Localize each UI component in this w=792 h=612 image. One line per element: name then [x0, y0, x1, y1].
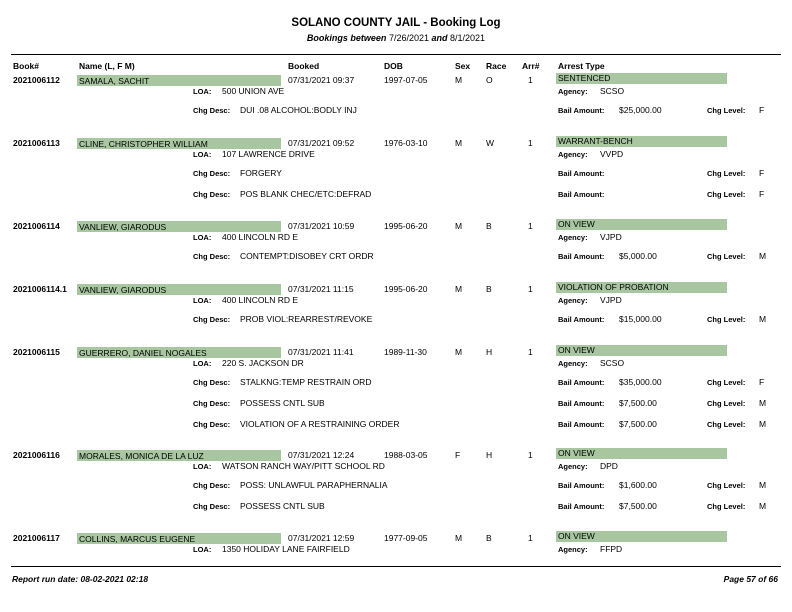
booking-record: [0, 73, 792, 115]
bail-amount-label: Bail Amount:: [558, 315, 605, 324]
inmate-name: SAMALA, SACHIT: [77, 75, 281, 86]
race-value: B: [486, 221, 492, 231]
chg-desc-label: Chg Desc:: [193, 378, 231, 387]
inmate-name: GUERRERO, DANIEL NOGALES: [77, 347, 281, 358]
date-of-birth: 1997-07-05: [384, 75, 428, 85]
arrest-type: WARRANT-BENCH: [556, 136, 727, 147]
chg-level-label: Chg Level:: [707, 502, 746, 511]
page-number: Page 57 of 66: [723, 574, 778, 584]
race-value: H: [486, 450, 493, 460]
loa-value: 500 UNION AVE: [222, 86, 285, 96]
chg-level-label: Chg Level:: [707, 106, 746, 115]
end-date: 8/1/2021: [450, 33, 486, 43]
race-value: B: [486, 284, 492, 294]
chg-desc-label: Chg Desc:: [193, 315, 231, 324]
chg-desc-label: Chg Desc:: [193, 169, 231, 178]
race-value: O: [486, 75, 493, 85]
book-number: 2021006114.1: [13, 284, 67, 294]
charge-description: POS BLANK CHEC/ETC:DEFRAD: [240, 189, 372, 199]
loa-label: LOA:: [193, 150, 212, 159]
bail-amount: $7,500.00: [619, 419, 657, 429]
booking-record: [0, 345, 792, 429]
chg-level-label: Chg Level:: [707, 315, 746, 324]
sex-value: M: [455, 347, 463, 357]
loa-label: LOA:: [193, 359, 212, 368]
bail-amount-label: Bail Amount:: [558, 190, 605, 199]
charge-description: POSSESS CNTL SUB: [240, 398, 325, 408]
loa-value: 220 S. JACKSON DR: [222, 358, 304, 368]
chg-desc-label: Chg Desc:: [193, 106, 231, 115]
charge-level: M: [759, 398, 767, 408]
bail-amount-label: Bail Amount:: [558, 252, 605, 261]
arrest-type: ON VIEW: [556, 448, 727, 459]
arrest-type: VIOLATION OF PROBATION: [556, 282, 727, 293]
col-race: Race: [486, 61, 507, 71]
charge-level: M: [759, 501, 767, 511]
booking-record: [0, 448, 792, 511]
charge-level: F: [759, 189, 765, 199]
inmate-name: COLLINS, MARCUS EUGENE: [77, 533, 281, 544]
and-label: and: [431, 33, 448, 43]
charge-description: DUI .08 ALCOHOL:BODLY INJ: [240, 105, 357, 115]
loa-label: LOA:: [193, 233, 212, 242]
bail-amount-label: Bail Amount:: [558, 378, 605, 387]
booked-datetime: 07/31/2021 10:59: [288, 221, 355, 231]
chg-desc-label: Chg Desc:: [193, 252, 231, 261]
sex-value: M: [455, 75, 463, 85]
col-book: Book#: [13, 61, 39, 71]
booked-datetime: 07/31/2021 12:59: [288, 533, 355, 543]
bail-amount: $1,600.00: [619, 480, 657, 490]
loa-value: 1350 HOLIDAY LANE FAIRFIELD: [222, 544, 350, 554]
col-dob: DOB: [384, 61, 403, 71]
book-number: 2021006115: [13, 347, 60, 357]
arrest-count: 1: [528, 138, 533, 148]
charge-description: PROB VIOL:REARREST/REVOKE: [240, 314, 373, 324]
agency-value: VJPD: [600, 232, 622, 242]
agency-value: DPD: [600, 461, 618, 471]
inmate-name: CLINE, CHRISTOPHER WILLIAM: [77, 138, 281, 149]
charge-level: M: [759, 251, 767, 261]
charge-level: F: [759, 105, 765, 115]
inmate-name: VANLIEW, GIARODUS: [77, 284, 281, 295]
booking-record: [0, 219, 792, 261]
bail-amount: $7,500.00: [619, 501, 657, 511]
bail-amount: $7,500.00: [619, 398, 657, 408]
chg-desc-label: Chg Desc:: [193, 190, 231, 199]
footer-rule: [11, 566, 781, 567]
charge-description: FORGERY: [240, 168, 282, 178]
bail-amount: $5,000.00: [619, 251, 657, 261]
book-number: 2021006117: [13, 533, 60, 543]
loa-value: 400 LINCOLN RD E: [222, 232, 299, 242]
agency-label: Agency:: [558, 233, 588, 242]
date-of-birth: 1995-06-20: [384, 221, 428, 231]
report-title: SOLANO COUNTY JAIL - Booking Log: [291, 17, 501, 29]
agency-value: SCSO: [600, 86, 625, 96]
sex-value: M: [455, 221, 463, 231]
col-arrest-type: Arrest Type: [558, 61, 605, 71]
book-number: 2021006112: [13, 75, 60, 85]
agency-label: Agency:: [558, 296, 588, 305]
loa-value: 400 LINCOLN RD E: [222, 295, 299, 305]
book-number: 2021006114: [13, 221, 60, 231]
booking-record: [0, 531, 792, 554]
booked-datetime: 07/31/2021 12:24: [288, 450, 355, 460]
charge-level: M: [759, 480, 767, 490]
book-number: 2021006116: [13, 450, 60, 460]
arrest-count: 1: [528, 533, 533, 543]
agency-value: SCSO: [600, 358, 625, 368]
chg-desc-label: Chg Desc:: [193, 399, 231, 408]
charge-level: M: [759, 419, 767, 429]
report-subtitle: [0, 33, 792, 43]
arrest-type: ON VIEW: [556, 531, 727, 542]
race-value: B: [486, 533, 492, 543]
booking-record: [0, 282, 792, 324]
start-date: 7/26/2021: [388, 33, 429, 43]
agency-label: Agency:: [558, 87, 588, 96]
chg-level-label: Chg Level:: [707, 399, 746, 408]
booked-datetime: 07/31/2021 11:15: [288, 284, 354, 294]
sex-value: M: [455, 533, 463, 543]
chg-desc-label: Chg Desc:: [193, 502, 231, 511]
agency-label: Agency:: [558, 359, 588, 368]
sex-value: M: [455, 138, 463, 148]
arrest-count: 1: [528, 75, 533, 85]
arrest-count: 1: [528, 450, 533, 460]
race-value: W: [486, 138, 495, 148]
arrest-type: SENTENCED: [556, 73, 727, 84]
subtitle-prefix: Bookings between: [306, 33, 387, 43]
agency-label: Agency:: [558, 462, 588, 471]
booked-datetime: 07/31/2021 11:41: [288, 347, 354, 357]
col-name: Name (L, F M): [79, 61, 135, 71]
chg-level-label: Chg Level:: [707, 420, 746, 429]
sex-value: F: [455, 450, 461, 460]
charge-description: POSS: UNLAWFUL PARAPHERNALIA: [240, 480, 388, 490]
report-run-date: Report run date: 08-02-2021 02:18: [12, 574, 149, 584]
charge-level: M: [759, 314, 767, 324]
bail-amount-label: Bail Amount:: [558, 169, 605, 178]
col-arr: Arr#: [522, 61, 540, 71]
arrest-count: 1: [528, 221, 533, 231]
col-booked: Booked: [288, 61, 320, 71]
chg-level-label: Chg Level:: [707, 190, 746, 199]
col-sex: Sex: [455, 61, 471, 71]
agency-label: Agency:: [558, 545, 588, 554]
date-of-birth: 1988-03-05: [384, 450, 428, 460]
arrest-count: 1: [528, 347, 533, 357]
inmate-name: MORALES, MONICA DE LA LUZ: [77, 450, 281, 461]
chg-desc-label: Chg Desc:: [193, 481, 231, 490]
loa-value: 107 LAWRENCE DRIVE: [222, 149, 315, 159]
date-of-birth: 1989-11-30: [384, 347, 427, 357]
charge-description: VIOLATION OF A RESTRAINING ORDER: [240, 419, 400, 429]
date-of-birth: 1976-03-10: [384, 138, 428, 148]
charge-description: CONTEMPT:DISOBEY CRT ORDR: [240, 251, 374, 261]
bail-amount: $15,000.00: [619, 314, 662, 324]
loa-label: LOA:: [193, 545, 212, 554]
charge-level: F: [759, 377, 765, 387]
bail-amount-label: Bail Amount:: [558, 481, 605, 490]
chg-level-label: Chg Level:: [707, 169, 746, 178]
date-of-birth: 1995-06-20: [384, 284, 428, 294]
race-value: H: [486, 347, 493, 357]
charge-description: POSSESS CNTL SUB: [240, 501, 325, 511]
loa-label: LOA:: [193, 87, 212, 96]
loa-label: LOA:: [193, 296, 212, 305]
chg-level-label: Chg Level:: [707, 481, 746, 490]
date-of-birth: 1977-09-05: [384, 533, 428, 543]
booked-datetime: 07/31/2021 09:37: [288, 75, 355, 85]
chg-level-label: Chg Level:: [707, 378, 746, 387]
bail-amount-label: Bail Amount:: [558, 502, 605, 511]
agency-value: FFPD: [600, 544, 623, 554]
arrest-type: ON VIEW: [556, 219, 727, 230]
agency-label: Agency:: [558, 150, 588, 159]
book-number: 2021006113: [13, 138, 60, 148]
charge-level: F: [759, 168, 765, 178]
arrest-count: 1: [528, 284, 533, 294]
arrest-type: ON VIEW: [556, 345, 727, 356]
sex-value: M: [455, 284, 463, 294]
chg-desc-label: Chg Desc:: [193, 420, 231, 429]
bail-amount: $35,000.00: [619, 377, 662, 387]
bail-amount: $25,000.00: [619, 105, 662, 115]
loa-label: LOA:: [193, 462, 212, 471]
booking-record: [0, 136, 792, 199]
bail-amount-label: Bail Amount:: [558, 399, 605, 408]
loa-value: WATSON RANCH WAY/PITT SCHOOL RD: [222, 461, 385, 471]
booked-datetime: 07/31/2021 09:52: [288, 138, 355, 148]
chg-level-label: Chg Level:: [707, 252, 746, 261]
bail-amount-label: Bail Amount:: [558, 420, 605, 429]
charge-description: STALKNG:TEMP RESTRAIN ORD: [240, 377, 372, 387]
agency-value: VJPD: [600, 295, 622, 305]
bail-amount-label: Bail Amount:: [558, 106, 605, 115]
header-rule: [11, 54, 781, 55]
agency-value: VVPD: [600, 149, 624, 159]
inmate-name: VANLIEW, GIARODUS: [77, 221, 281, 232]
